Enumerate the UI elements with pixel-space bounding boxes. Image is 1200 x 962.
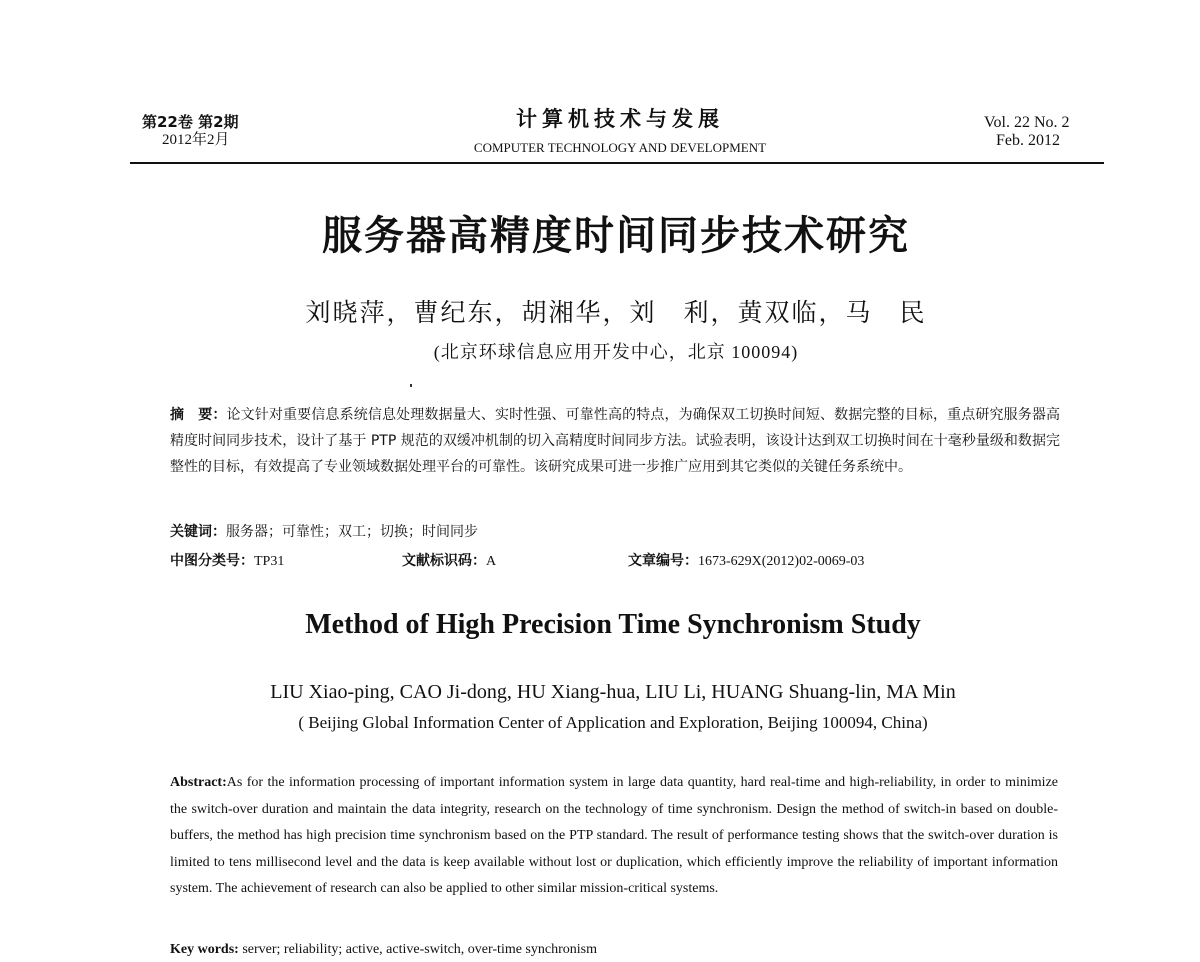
affiliation-en: ( Beijing Global Information Center of Application and Exploration, Beijing 100094, China) [298, 713, 928, 732]
clc-number [170, 549, 284, 574]
keywords-cn [170, 520, 478, 544]
issue-date: 2012年2月 [162, 132, 230, 148]
document-code-value: A [486, 554, 497, 569]
issue-info [142, 113, 239, 149]
paper-title-en: Method of High Precision Time Synchronism Study [305, 609, 921, 640]
paper-title-cn: 服务器高精度时间同步技术研究 [322, 213, 910, 259]
abstract-en [170, 770, 1058, 903]
issue-date-en: Feb. 2012 [996, 132, 1060, 149]
scan-artifact [410, 384, 412, 387]
article-number-value: 1673-629X(2012)02-0069-03 [698, 554, 865, 569]
keywords-en-label: Key words: [170, 942, 239, 957]
abstract-en-label: Abstract: [170, 775, 227, 790]
clc-value: TP31 [254, 554, 285, 569]
volume-number-en: Vol. 22 No. 2 [984, 114, 1070, 131]
keywords-cn-text: 服务器；可靠性；双工；切换；时间同步 [226, 524, 478, 540]
header-divider [130, 162, 1104, 164]
document-code-label: 文献标识码： [402, 553, 486, 569]
clc-label: 中图分类号： [170, 553, 254, 569]
journal-name-en: COMPUTER TECHNOLOGY AND DEVELOPMENT [473, 140, 767, 155]
volume-info-en [984, 114, 1070, 150]
article-number-label: 文章编号： [628, 553, 698, 569]
abstract-cn-text: 论文针对重要信息系统信息处理数据量大、实时性强、可靠性高的特点，为确保双工切换时间短、数据完整的目标，重点研究服务器高精度时间同步技术，设计了基于 PTP 规范的双缓冲机制的切入高精度时间同步方法。试验表明，该设计达到双工切换时间在十毫秒量级和数据完整性的目标，有效提高了专业领域数据处理平台的可靠性。该研究成果可进一步推广应用到其它类似的关键任务系统中。 [170, 407, 1061, 475]
authors-en: LIU Xiao-ping, CAO Ji-dong, HU Xiang-hua, LIU Li, HUANG Shuang-lin, MA Min [270, 681, 956, 703]
keywords-cn-label: 关键词： [170, 524, 226, 540]
keywords-en [170, 938, 597, 962]
journal-name [400, 106, 840, 159]
authors-cn: 刘晓萍，曹纪东，胡湘华，刘 利，黄双临，马 民 [305, 300, 927, 327]
keywords-en-text: server; reliability; active, active-switch, over-time synchronism [242, 942, 597, 957]
abstract-en-text: As for the information processing of important information system in large data quantity, hard real-time and high-reliability, in order to minimize the switch-over duration and maintain the data integrity, research on the technology of time synchronism. Design the method of switch-in based on double-buffers, the method has high precision time synchronism based on the PTP standard. The result of performance testing shows that the switch-over duration is limited to tens millisecond level and the data is keep available without lost or duplication, which efficiently improve the reliability of important information system. The achievement of research can also be applied to other similar mission-critical systems. [170, 775, 1058, 896]
abstract-cn [170, 402, 1060, 480]
abstract-cn-label: 摘 要： [170, 407, 227, 423]
journal-name-cn: 计算机技术与发展 [516, 107, 724, 131]
volume-issue: 第22卷 第2期 [142, 113, 239, 131]
document-code [402, 549, 496, 574]
affiliation-cn: (北京环球信息应用开发中心，北京 100094) [433, 342, 799, 362]
article-number [628, 549, 864, 574]
